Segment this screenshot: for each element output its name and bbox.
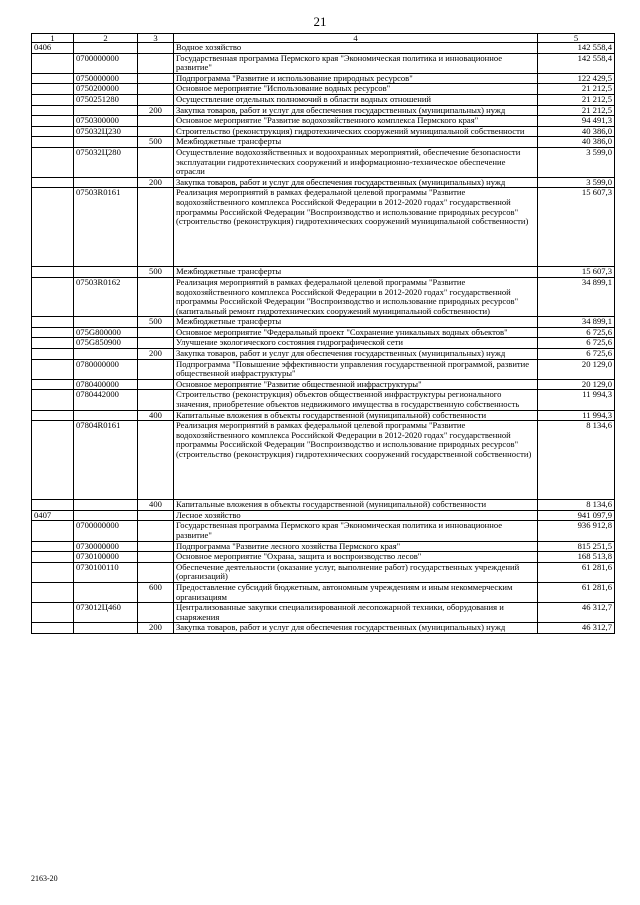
- section-code-cell: [32, 582, 74, 602]
- description-cell: Государственная программа Пермского края "Экономическая политика и инновационное развитие": [174, 521, 538, 541]
- description-cell: Подпрограмма "Повышение эффективности управления государственной программой, развитие общественной инфраструктуры": [174, 359, 538, 379]
- target-article-cell: [74, 317, 138, 328]
- table-row: [32, 317, 615, 328]
- table-row: [32, 116, 615, 127]
- amount-cell: 168 513,8: [538, 552, 615, 563]
- section-code-cell: [32, 541, 74, 552]
- target-article-cell: 0750251280: [74, 94, 138, 105]
- amount-cell: 8 134,6: [538, 421, 615, 500]
- description-cell: Государственная программа Пермского края "Экономическая политика и инновационное развитие": [174, 53, 538, 73]
- expense-type-cell: [138, 94, 174, 105]
- description-cell: Реализация мероприятий в рамках федеральной целевой программы "Развитие водохозяйственного комплекса Российской Федерации в 2012-2020 годах" государственной программы Российской Федерации "Воспроизводство и использование природных ресурсов" (строительство (реконструкция) гидротехнических сооружений государственной собственности): [174, 421, 538, 500]
- description-cell: Улучшение экологического состояния гидрографической сети: [174, 338, 538, 349]
- section-code-cell: [32, 94, 74, 105]
- target-article-cell: 0700000000: [74, 53, 138, 73]
- target-article-cell: 0700000000: [74, 521, 138, 541]
- column-header: 4: [174, 34, 538, 43]
- target-article-cell: 075G850900: [74, 338, 138, 349]
- table-row: [32, 73, 615, 84]
- description-cell: Закупка товаров, работ и услуг для обеспечения государственных (муниципальных) нужд: [174, 349, 538, 360]
- column-header: 3: [138, 34, 174, 43]
- section-code-cell: [32, 379, 74, 390]
- description-cell: Осуществление водохозяйственных и водоохранных мероприятий, обеспечение безопасности эксплуатации гидротехнических сооружений и информационно-техническое обеспечение отрасли: [174, 147, 538, 177]
- expense-type-cell: [138, 379, 174, 390]
- table-row: [32, 623, 615, 634]
- amount-cell: 11 994,3: [538, 410, 615, 421]
- expense-type-cell: [138, 338, 174, 349]
- expense-type-cell: [138, 126, 174, 137]
- expense-type-cell: [138, 510, 174, 521]
- table-row: [32, 510, 615, 521]
- expense-type-cell: [138, 84, 174, 95]
- table-row: [32, 562, 615, 582]
- section-code-cell: [32, 116, 74, 127]
- budget-table: [31, 33, 615, 634]
- description-cell: Осуществление отдельных полномочий в области водных отношений: [174, 94, 538, 105]
- amount-cell: 6 725,6: [538, 327, 615, 338]
- table-row: [32, 137, 615, 148]
- target-article-cell: 0750300000: [74, 116, 138, 127]
- expense-type-cell: 500: [138, 137, 174, 148]
- target-article-cell: 07503R0162: [74, 277, 138, 316]
- description-cell: Основное мероприятие "Использование водных ресурсов": [174, 84, 538, 95]
- description-cell: Обеспечение деятельности (оказание услуг, выполнение работ) государственных учреждений (организаций): [174, 562, 538, 582]
- table-row: [32, 105, 615, 116]
- table-row: [32, 500, 615, 511]
- section-code-cell: [32, 338, 74, 349]
- table-row: [32, 84, 615, 95]
- description-cell: Капитальные вложения в объекты государственной (муниципальной) собственности: [174, 410, 538, 421]
- amount-cell: 34 899,1: [538, 317, 615, 328]
- section-code-cell: [32, 500, 74, 511]
- section-code-cell: [32, 137, 74, 148]
- table-row: [32, 521, 615, 541]
- expense-type-cell: [138, 552, 174, 563]
- amount-cell: 142 558,4: [538, 43, 615, 54]
- section-code-cell: [32, 552, 74, 563]
- section-code-cell: [32, 317, 74, 328]
- table-header-row: [32, 34, 615, 43]
- amount-cell: 15 607,3: [538, 267, 615, 278]
- table-row: [32, 338, 615, 349]
- table-row: [32, 327, 615, 338]
- section-code-cell: [32, 390, 74, 410]
- amount-cell: 61 281,6: [538, 562, 615, 582]
- description-cell: Реализация мероприятий в рамках федеральной целевой программы "Развитие водохозяйственного комплекса Российской Федерации в 2012-2020 годах" государственной программы Российской Федерации "Воспроизводство и использование природных ресурсов" (строительство (реконструкция) гидротехнических сооружений муниципальной собственности): [174, 188, 538, 267]
- target-article-cell: 0780000000: [74, 359, 138, 379]
- expense-type-cell: [138, 327, 174, 338]
- target-article-cell: 0750000000: [74, 73, 138, 84]
- description-cell: Основное мероприятие "Развитие водохозяйственного комплекса Пермского края": [174, 116, 538, 127]
- expense-type-cell: [138, 521, 174, 541]
- target-article-cell: 0780400000: [74, 379, 138, 390]
- amount-cell: 142 558,4: [538, 53, 615, 73]
- table-row: [32, 349, 615, 360]
- section-code-cell: 0407: [32, 510, 74, 521]
- description-cell: Капитальные вложения в объекты государственной (муниципальной) собственности: [174, 500, 538, 511]
- expense-type-cell: [138, 390, 174, 410]
- column-header: 2: [74, 34, 138, 43]
- expense-type-cell: 600: [138, 582, 174, 602]
- amount-cell: 8 134,6: [538, 500, 615, 511]
- amount-cell: 34 899,1: [538, 277, 615, 316]
- target-article-cell: [74, 137, 138, 148]
- table-row: [32, 379, 615, 390]
- amount-cell: 40 386,0: [538, 137, 615, 148]
- table-row: [32, 43, 615, 54]
- amount-cell: 94 491,3: [538, 116, 615, 127]
- column-header: 5: [538, 34, 615, 43]
- expense-type-cell: 500: [138, 267, 174, 278]
- amount-cell: 21 212,5: [538, 94, 615, 105]
- expense-type-cell: [138, 147, 174, 177]
- expense-type-cell: 200: [138, 349, 174, 360]
- expense-type-cell: [138, 421, 174, 500]
- amount-cell: 6 725,6: [538, 338, 615, 349]
- description-cell: Централизованные закупки специализированной лесопожарной техники, оборудования и снаряжения: [174, 603, 538, 623]
- table-row: [32, 94, 615, 105]
- target-article-cell: 075032Ц230: [74, 126, 138, 137]
- section-code-cell: [32, 603, 74, 623]
- section-code-cell: [32, 267, 74, 278]
- document-code: 2163-20: [31, 874, 58, 883]
- target-article-cell: [74, 582, 138, 602]
- table-row: [32, 147, 615, 177]
- expense-type-cell: 200: [138, 177, 174, 188]
- description-cell: Строительство (реконструкция) объектов общественной инфраструктуры регионального значения, приобретение объектов недвижимого имущества в государственную собственность: [174, 390, 538, 410]
- expense-type-cell: [138, 53, 174, 73]
- amount-cell: 122 429,5: [538, 73, 615, 84]
- amount-cell: 46 312,7: [538, 603, 615, 623]
- description-cell: Строительство (реконструкция) гидротехнических сооружений муниципальной собственности: [174, 126, 538, 137]
- target-article-cell: [74, 623, 138, 634]
- target-article-cell: 0730100000: [74, 552, 138, 563]
- description-cell: Закупка товаров, работ и услуг для обеспечения государственных (муниципальных) нужд: [174, 105, 538, 116]
- column-header: 1: [32, 34, 74, 43]
- section-code-cell: [32, 521, 74, 541]
- section-code-cell: [32, 421, 74, 500]
- expense-type-cell: [138, 116, 174, 127]
- target-article-cell: [74, 43, 138, 54]
- table-row: [32, 188, 615, 267]
- table-row: [32, 603, 615, 623]
- section-code-cell: [32, 105, 74, 116]
- section-code-cell: [32, 126, 74, 137]
- description-cell: Реализация мероприятий в рамках федеральной целевой программы "Развитие водохозяйственного комплекса Российской Федерации в 2012-2020 годах" государственной программы Российской Федерации "Воспроизводство и использование природных ресурсов" (капитальный ремонт гидротехнических сооружений муниципальной собственности): [174, 277, 538, 316]
- section-code-cell: [32, 349, 74, 360]
- section-code-cell: [32, 53, 74, 73]
- section-code-cell: [32, 410, 74, 421]
- page-number: 21: [313, 14, 327, 29]
- table-row: [32, 582, 615, 602]
- target-article-cell: 075G800000: [74, 327, 138, 338]
- amount-cell: 20 129,0: [538, 379, 615, 390]
- target-article-cell: [74, 510, 138, 521]
- target-article-cell: 07503R0161: [74, 188, 138, 267]
- amount-cell: 3 599,0: [538, 147, 615, 177]
- description-cell: Подпрограмма "Развитие и использование природных ресурсов": [174, 73, 538, 84]
- expense-type-cell: [138, 562, 174, 582]
- expense-type-cell: [138, 73, 174, 84]
- expense-type-cell: [138, 603, 174, 623]
- expense-type-cell: [138, 188, 174, 267]
- table-row: [32, 359, 615, 379]
- target-article-cell: 0730000000: [74, 541, 138, 552]
- description-cell: Основное мероприятие "Охрана, защита и воспроизводство лесов": [174, 552, 538, 563]
- amount-cell: 15 607,3: [538, 188, 615, 267]
- amount-cell: 11 994,3: [538, 390, 615, 410]
- amount-cell: 815 251,5: [538, 541, 615, 552]
- amount-cell: 6 725,6: [538, 349, 615, 360]
- target-article-cell: [74, 500, 138, 511]
- table-row: [32, 177, 615, 188]
- description-cell: Закупка товаров, работ и услуг для обеспечения государственных (муниципальных) нужд: [174, 177, 538, 188]
- amount-cell: 941 097,9: [538, 510, 615, 521]
- section-code-cell: [32, 277, 74, 316]
- section-code-cell: [32, 327, 74, 338]
- table-row: [32, 390, 615, 410]
- expense-type-cell: 400: [138, 500, 174, 511]
- table-row: [32, 421, 615, 500]
- expense-type-cell: 200: [138, 105, 174, 116]
- description-cell: Основное мероприятие "Развитие общественной инфраструктуры": [174, 379, 538, 390]
- section-code-cell: [32, 73, 74, 84]
- amount-cell: 61 281,6: [538, 582, 615, 602]
- target-article-cell: [74, 267, 138, 278]
- table-row: [32, 552, 615, 563]
- target-article-cell: 0780442000: [74, 390, 138, 410]
- target-article-cell: 075032Ц280: [74, 147, 138, 177]
- target-article-cell: [74, 349, 138, 360]
- section-code-cell: [32, 562, 74, 582]
- description-cell: Водное хозяйство: [174, 43, 538, 54]
- description-cell: Лесное хозяйство: [174, 510, 538, 521]
- table-row: [32, 126, 615, 137]
- amount-cell: 40 386,0: [538, 126, 615, 137]
- expense-type-cell: [138, 359, 174, 379]
- target-article-cell: 0750200000: [74, 84, 138, 95]
- amount-cell: 936 912,8: [538, 521, 615, 541]
- amount-cell: 21 212,5: [538, 105, 615, 116]
- table-row: [32, 410, 615, 421]
- amount-cell: 20 129,0: [538, 359, 615, 379]
- table-row: [32, 53, 615, 73]
- section-code-cell: [32, 188, 74, 267]
- expense-type-cell: [138, 43, 174, 54]
- target-article-cell: 073012Ц460: [74, 603, 138, 623]
- description-cell: Межбюджетные трансферты: [174, 137, 538, 148]
- description-cell: Межбюджетные трансферты: [174, 267, 538, 278]
- description-cell: Межбюджетные трансферты: [174, 317, 538, 328]
- table-row: [32, 277, 615, 316]
- target-article-cell: [74, 105, 138, 116]
- description-cell: Предоставление субсидий бюджетным, автономным учреждениям и иным некоммерческим организациям: [174, 582, 538, 602]
- section-code-cell: [32, 623, 74, 634]
- amount-cell: 3 599,0: [538, 177, 615, 188]
- amount-cell: 46 312,7: [538, 623, 615, 634]
- section-code-cell: [32, 147, 74, 177]
- target-article-cell: [74, 410, 138, 421]
- description-cell: Подпрограмма "Развитие лесного хозяйства Пермского края": [174, 541, 538, 552]
- target-article-cell: 0730100110: [74, 562, 138, 582]
- expense-type-cell: 200: [138, 623, 174, 634]
- expense-type-cell: 500: [138, 317, 174, 328]
- target-article-cell: 07804R0161: [74, 421, 138, 500]
- section-code-cell: [32, 177, 74, 188]
- expense-type-cell: 400: [138, 410, 174, 421]
- target-article-cell: [74, 177, 138, 188]
- amount-cell: 21 212,5: [538, 84, 615, 95]
- table-row: [32, 541, 615, 552]
- description-cell: Основное мероприятие "Федеральный проект "Сохранение уникальных водных объектов": [174, 327, 538, 338]
- section-code-cell: 0406: [32, 43, 74, 54]
- section-code-cell: [32, 84, 74, 95]
- expense-type-cell: [138, 277, 174, 316]
- description-cell: Закупка товаров, работ и услуг для обеспечения государственных (муниципальных) нужд: [174, 623, 538, 634]
- expense-type-cell: [138, 541, 174, 552]
- section-code-cell: [32, 359, 74, 379]
- table-row: [32, 267, 615, 278]
